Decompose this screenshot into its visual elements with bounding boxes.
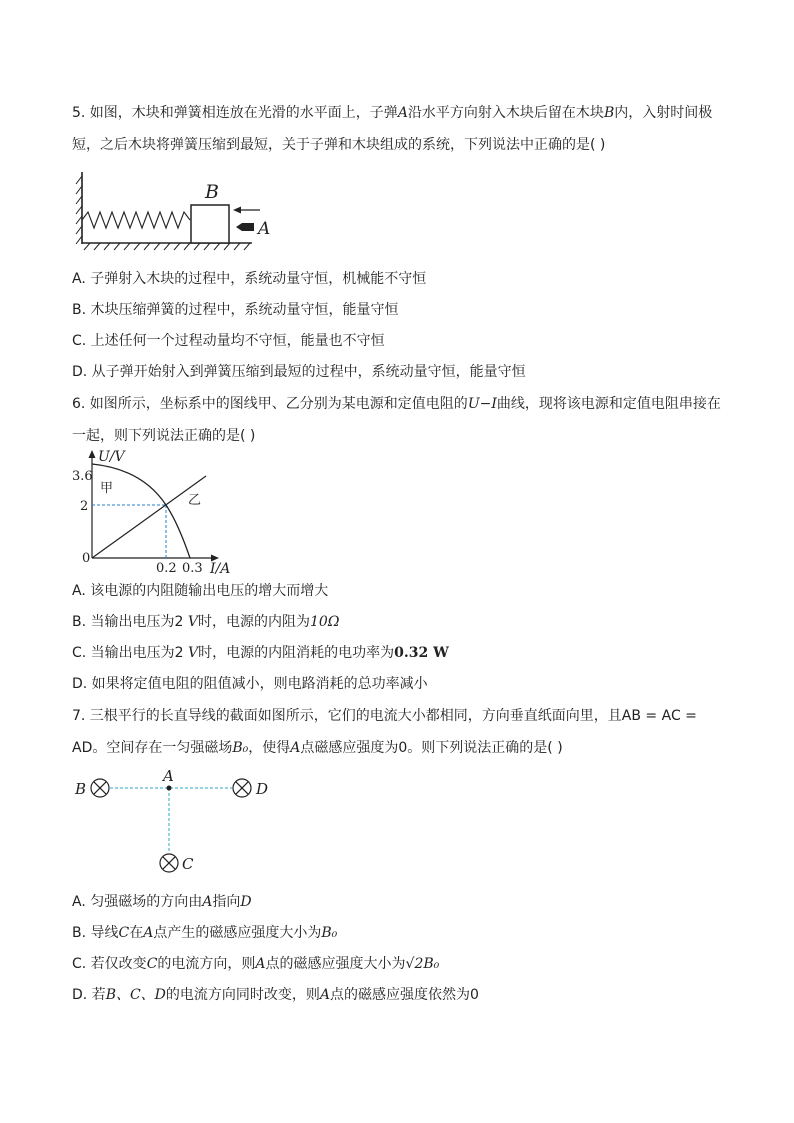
option-math: V — [187, 614, 198, 630]
stem-text: ，使得 — [248, 740, 291, 756]
stem-var: A — [397, 105, 408, 121]
origin-label: 0 — [82, 551, 91, 566]
velocity-arrowhead — [233, 207, 241, 214]
q6-option-c — [72, 643, 449, 663]
wall-hatch — [76, 176, 82, 244]
option-text: 点的磁感应强度大小为 — [265, 956, 406, 972]
option-text: 时，电源的内阻消耗的电功率为 — [198, 645, 395, 661]
line-label-yi: 乙 — [188, 493, 202, 508]
spring — [82, 212, 190, 228]
option-text: B. 导线 — [72, 925, 119, 941]
option-var: A — [319, 987, 331, 1003]
option-text: C. 当输出电压为2 — [72, 645, 189, 661]
option-math: V — [188, 645, 199, 661]
label-d: D — [256, 780, 269, 798]
q7-option-c — [72, 954, 439, 974]
stem-text: 6. 如图所示，坐标系中的图线甲、乙分别为某电源和定值电阻的 — [72, 396, 468, 412]
option-text: 时，电源的内阻为 — [198, 614, 310, 630]
stem-math: U−I — [467, 396, 497, 412]
curve-label-jia: 甲 — [100, 481, 114, 496]
option-text: D. 若 — [72, 987, 106, 1003]
option-text: 指向 — [212, 894, 241, 910]
question-5-stem — [72, 97, 727, 161]
q5-option-d: D. 从子弹开始射入到弹簧压缩到最短的过程中，系统动量守恒，能量守恒 — [72, 364, 526, 380]
q5-option-b: B. 木块压缩弹簧的过程中，系统动量守恒，能量守恒 — [72, 302, 399, 318]
option-text: A. 匀强磁场的方向由 — [72, 894, 203, 910]
option-text: 的电流方向同时改变，则 — [165, 987, 320, 1003]
option-text: 的电流方向，则 — [157, 956, 256, 972]
option-var: B、C、D — [105, 987, 166, 1003]
label-c: C — [182, 855, 194, 873]
option-var: A — [255, 956, 266, 972]
stem-var: B — [603, 105, 615, 121]
y-axis-arrow — [89, 450, 96, 458]
stem-math: B₀ — [232, 740, 249, 756]
stem-text: 点磁感应强度为0。则下列说法正确的是( ) — [300, 740, 563, 756]
question-7-stem — [72, 700, 727, 764]
y-tick-3-6: 3.6 — [72, 469, 93, 484]
point-a — [167, 786, 172, 791]
option-var: D — [240, 894, 252, 910]
block-b — [191, 205, 229, 243]
q7-option-a — [72, 892, 252, 912]
label-b: B — [205, 181, 219, 203]
label-a: A — [258, 219, 271, 239]
q7-option-d — [72, 985, 479, 1005]
option-text: A. 该电源的内阻随输出电压的增大而增大 — [72, 583, 329, 599]
option-text: D. 如果将定值电阻的阻值减小，则电路消耗的总功率减小 — [72, 676, 428, 692]
wire-d-into-page-icon — [233, 779, 251, 797]
option-var: A — [202, 894, 213, 910]
option-math: 0.32 W — [394, 645, 449, 661]
curve-jia — [92, 464, 190, 558]
option-math: 10Ω — [310, 614, 340, 630]
question-6-stem — [72, 388, 727, 452]
stem-text: 内，入射时间极短，之后木块将弹簧压缩到最短，关于子弹和木块组成的系统，下列说法中正确的是( ) — [72, 105, 713, 153]
stem-text: 7. 三根平行的长直导线的截面如图所示，它们的电流大小都相同，方向垂直纸面向里，且AB = AC = AD。空间存在一匀强磁场 — [72, 708, 697, 756]
question-7-figure — [72, 767, 282, 879]
option-text: 在 — [129, 925, 144, 941]
label-a: A — [163, 767, 174, 785]
question-6-ui-graph — [72, 447, 252, 575]
stem-var: A — [290, 740, 301, 756]
option-var: A — [143, 925, 154, 941]
wire-c-into-page-icon — [160, 854, 178, 872]
option-text: B. 当输出电压为2 — [72, 614, 188, 630]
x-axis-label: I/A — [210, 561, 231, 575]
floor-hatch — [84, 243, 250, 250]
y-tick-2: 2 — [80, 499, 89, 514]
stem-text: 沿水平方向射入木块后留在木块 — [407, 105, 604, 121]
label-b: B — [75, 780, 87, 798]
q6-option-d — [72, 674, 428, 694]
q5-option-a: A. 子弹射入木块的过程中，系统动量守恒，机械能不守恒 — [72, 271, 427, 287]
x-tick-0-2: 0.2 — [156, 561, 177, 575]
stem-text: 曲线，现将该电源和定值电阻串接在一起，则下列说法正确的是( ) — [72, 396, 721, 444]
option-math: √2B₀ — [405, 956, 440, 972]
q5-option-c: C. 上述任何一个过程动量均不守恒，能量也不守恒 — [72, 333, 385, 349]
option-text: 点产生的磁感应强度大小为 — [153, 925, 322, 941]
question-5-figure — [72, 168, 282, 252]
option-var: C — [118, 925, 130, 941]
y-axis-label: U/V — [98, 449, 125, 465]
option-text: 点的磁感应强度依然为0 — [330, 987, 479, 1003]
q6-option-a — [72, 581, 328, 601]
stem-text: 5. 如图，木块和弹簧相连放在光滑的水平面上，子弹 — [72, 105, 398, 121]
option-text: C. 若仅改变 — [72, 956, 147, 972]
option-math: B₀ — [321, 925, 338, 941]
wire-b-into-page-icon — [91, 779, 109, 797]
option-var: C — [146, 956, 158, 972]
bullet-a — [236, 223, 254, 231]
q7-option-b — [72, 923, 337, 943]
x-tick-0-3: 0.3 — [182, 561, 203, 575]
q6-option-b — [72, 612, 339, 632]
